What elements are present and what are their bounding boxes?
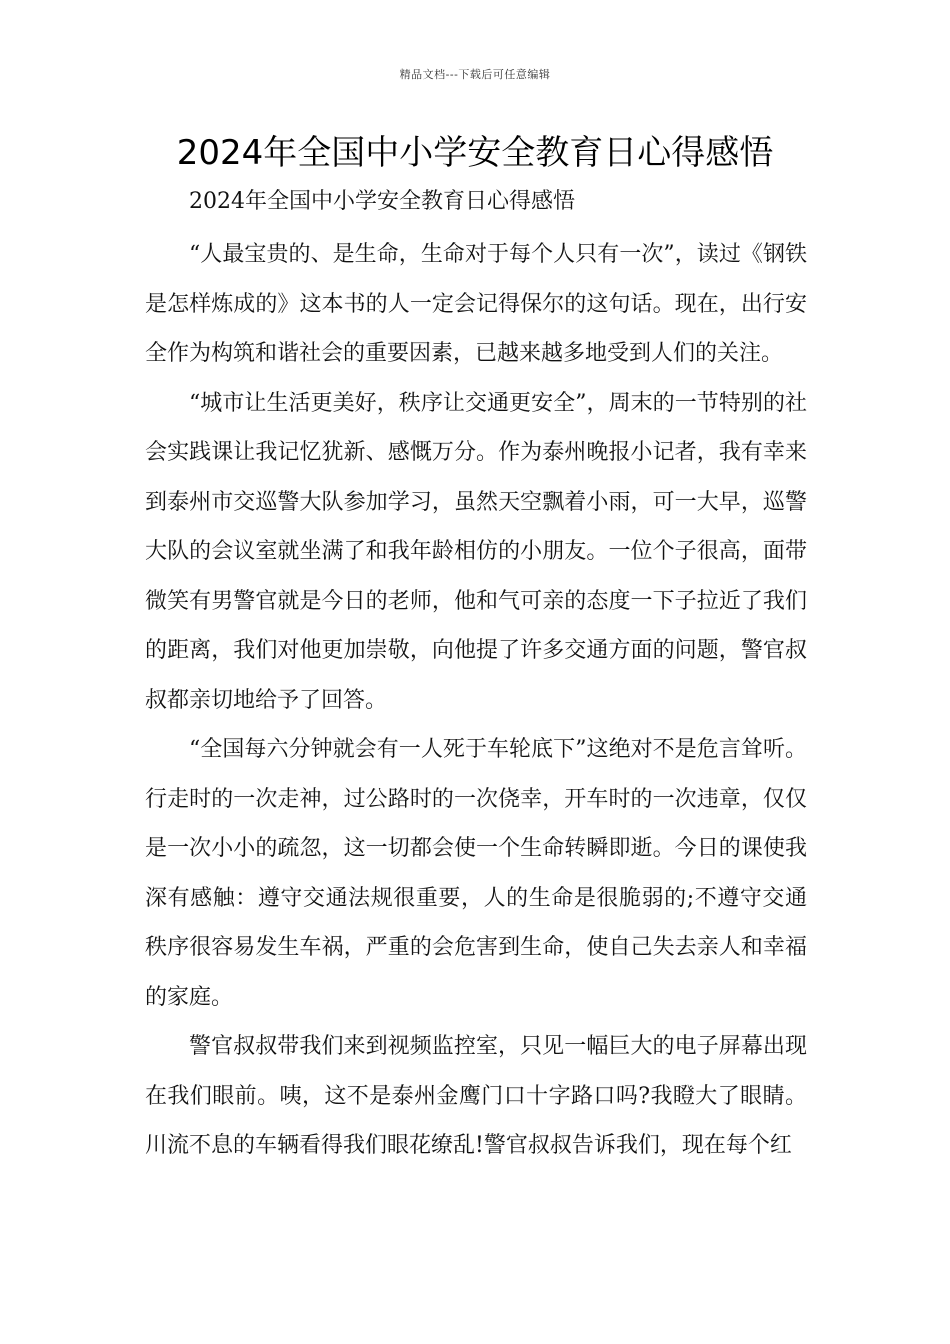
body-paragraph: “城市让生活更美好，秩序让交通更安全”，周末的一节特别的社会实践课让我记忆犹新、感慨万分。作为泰州晚报小记者，我有幸来到泰州市交巡警大队参加学习，虽然天空飘着小雨，可一大早，巡警大队的会议室就坐满了和我年龄相仿的小朋友。一位个子很高，面带微笑有男警官就是今日的老师，他和气可亲的态度一下子拉近了我们的距离，我们对他更加崇敬，向他提了许多交通方面的问题，警官叔叔都亲切地给予了回答。	[145, 390, 807, 713]
body-paragraph: “人最宝贵的、是生命，生命对于每个人只有一次”，读过《钢铁是怎样炼成的》这本书的人一定会记得保尔的这句话。现在，出行安全作为构筑和谐社会的重要因素，已越来越多地受到人们的关注。	[145, 242, 807, 366]
body-paragraph: 警官叔叔带我们来到视频监控室，只见一幅巨大的电子屏幕出现在我们眼前。咦，这不是泰州金鹰门口十字路口吗?我瞪大了眼睛。川流不息的车辆看得我们眼花缭乱!警官叔叔告诉我们，现在每个红	[145, 1034, 807, 1158]
body-paragraph: “全国每六分钟就会有一人死于车轮底下”这绝对不是危言耸听。行走时的一次走神，过公路时的一次侥幸，开车时的一次违章，仅仅是一次小小的疏忽，这一切都会使一个生命转瞬即逝。今日的课使我深有感触：遵守交通法规很重要，人的生命是很脆弱的;不遵守交通秩序很容易发生车祸，严重的会危害到生命，使自己失去亲人和幸福的家庭。	[145, 737, 807, 1010]
document-body	[145, 182, 807, 1171]
header-note: 精品文档---下载后可任意编辑	[399, 68, 551, 81]
subtitle-paragraph: 2024年全国中小学安全教育日心得感悟	[189, 189, 575, 214]
document-title: 2024年全国中小学安全教育日心得感悟	[176, 133, 774, 173]
